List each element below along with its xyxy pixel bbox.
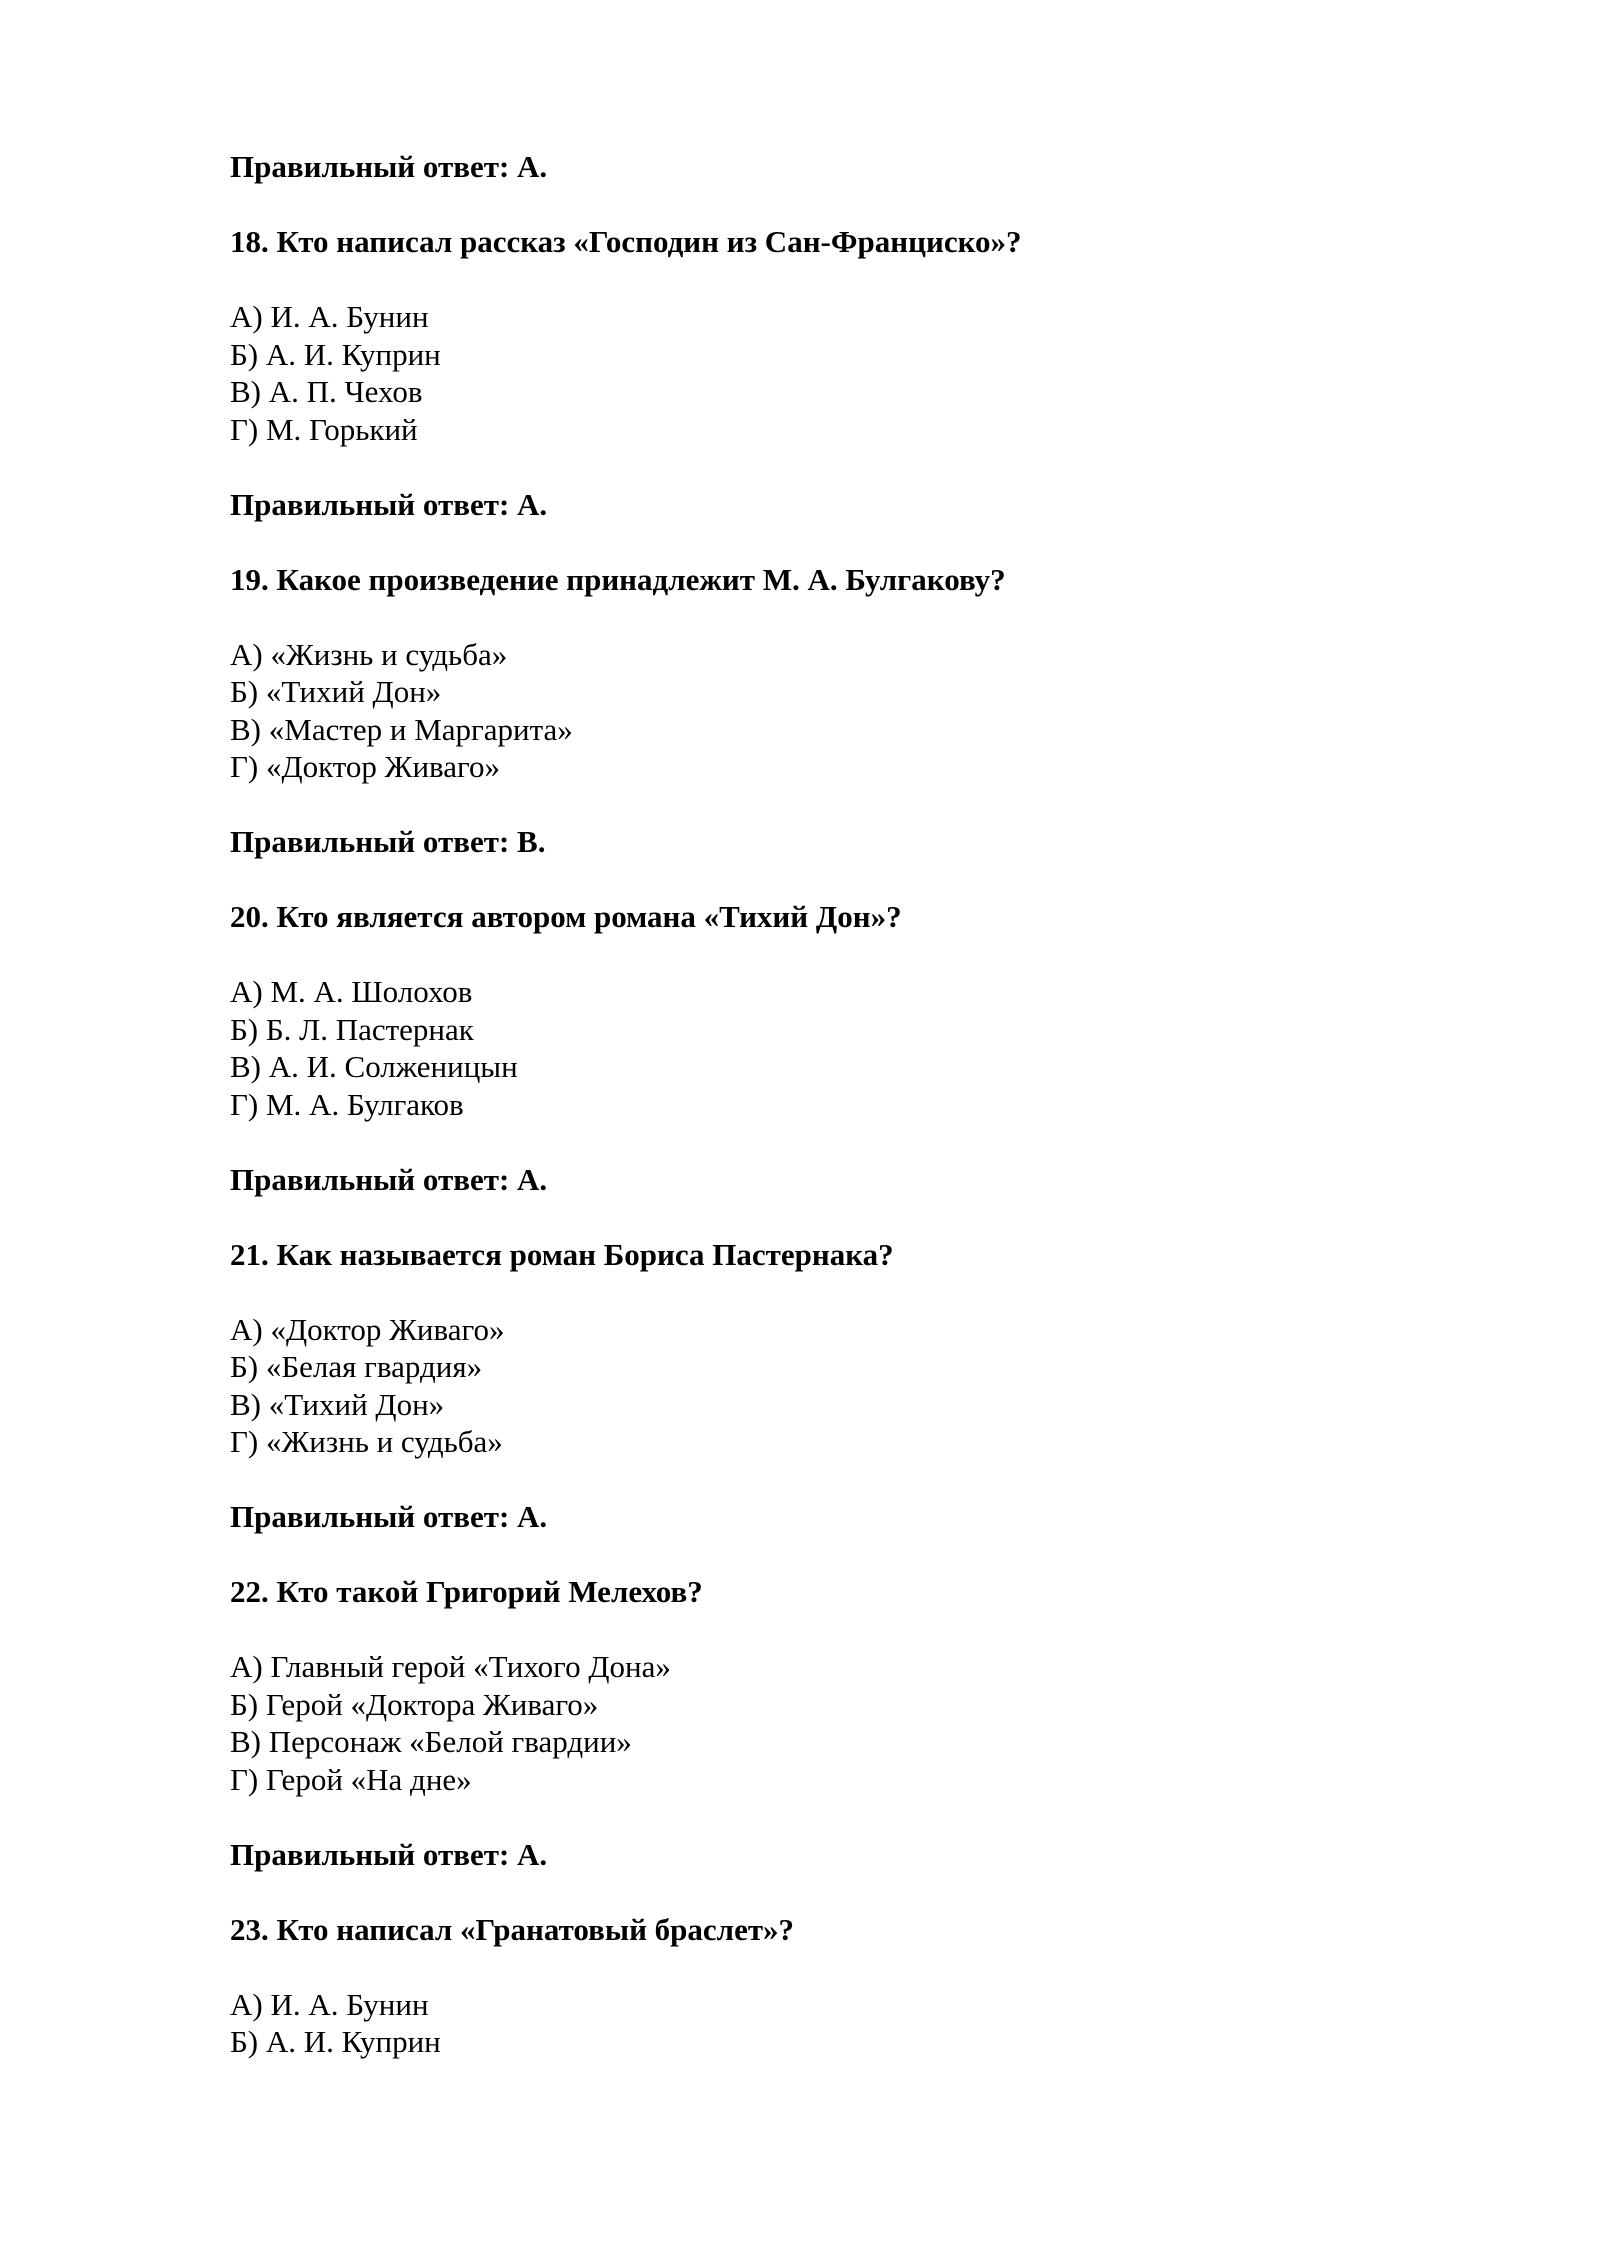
- option-item: А) «Жизнь и судьба»: [230, 636, 508, 672]
- question-block-20: [230, 898, 1430, 1236]
- option-item: А) И. А. Бунин: [230, 299, 429, 334]
- option-item: Г) М. А. Булгаков: [230, 1086, 464, 1122]
- question-block-21: [230, 1236, 1430, 1574]
- option-item: В) А. И. Солженицын: [230, 1049, 518, 1084]
- question-block-23: [230, 1911, 1430, 2061]
- spacer: [230, 1948, 1430, 1986]
- option-item: В) «Мастер и Маргарита»: [230, 711, 573, 747]
- question-block-18: [230, 223, 1430, 561]
- option-item: В) А. П. Чехов: [230, 374, 423, 409]
- answer-line: Правильный ответ: А.: [230, 1499, 548, 1534]
- option-item: Г) М. Горький: [230, 411, 418, 447]
- question-title: 18. Кто написал рассказ «Господин из Сан-Франциско»?: [230, 224, 1022, 259]
- spacer: [230, 786, 1430, 824]
- spacer: [230, 861, 1430, 899]
- question-title: 22. Кто такой Григорий Мелехов?: [230, 1574, 703, 1609]
- spacer: [230, 448, 1430, 486]
- option-item: Б) «Тихий Дон»: [230, 674, 442, 709]
- option-item: В) Персонаж «Белой гвардии»: [230, 1724, 632, 1759]
- question-title: 19. Какое произведение принадлежит М. А. Булгакову?: [230, 561, 1006, 597]
- option-item: А) «Доктор Живаго»: [230, 1311, 505, 1347]
- option-item: Б) Герой «Доктора Живаго»: [230, 1686, 599, 1722]
- question-title: 21. Как называется роман Бориса Пастернака?: [230, 1236, 894, 1272]
- spacer: [230, 1798, 1430, 1836]
- question-title: 23. Кто написал «Гранатовый браслет»?: [230, 1911, 795, 1947]
- option-item: Г) Герой «На дне»: [230, 1761, 472, 1797]
- spacer: [230, 1611, 1430, 1649]
- answer-line: Правильный ответ: А.: [230, 486, 548, 522]
- option-item: Б) А. И. Куприн: [230, 2024, 441, 2059]
- option-item: А) И. А. Бунин: [230, 1986, 429, 2022]
- spacer: [230, 1536, 1430, 1574]
- spacer: [230, 1273, 1430, 1311]
- option-item: А) Главный герой «Тихого Дона»: [230, 1649, 671, 1684]
- answer-line: Правильный ответ: В.: [230, 824, 546, 859]
- option-item: А) М. А. Шолохов: [230, 974, 473, 1009]
- option-item: Б) «Белая гвардия»: [230, 1349, 483, 1384]
- spacer: [230, 1873, 1430, 1911]
- spacer: [230, 186, 1430, 224]
- spacer: [230, 936, 1430, 974]
- option-item: Б) Б. Л. Пастернак: [230, 1011, 474, 1047]
- spacer: [230, 261, 1430, 299]
- option-item: Г) «Доктор Живаго»: [230, 749, 500, 784]
- question-title: 20. Кто является автором романа «Тихий Дон»?: [230, 899, 902, 934]
- answer-line: Правильный ответ: А.: [230, 1836, 548, 1872]
- question-block-22: [230, 1573, 1430, 1911]
- spacer: [230, 1461, 1430, 1499]
- answer-line: Правильный ответ: А.: [230, 149, 548, 184]
- question-block-19: [230, 561, 1430, 899]
- spacer: [230, 1198, 1430, 1236]
- document-page: [230, 148, 1430, 2061]
- spacer: [230, 598, 1430, 636]
- answer-line: Правильный ответ: А.: [230, 1161, 548, 1197]
- option-item: Б) А. И. Куприн: [230, 336, 441, 372]
- option-item: Г) «Жизнь и судьба»: [230, 1424, 503, 1459]
- spacer: [230, 523, 1430, 561]
- option-item: В) «Тихий Дон»: [230, 1386, 445, 1422]
- spacer: [230, 1123, 1430, 1161]
